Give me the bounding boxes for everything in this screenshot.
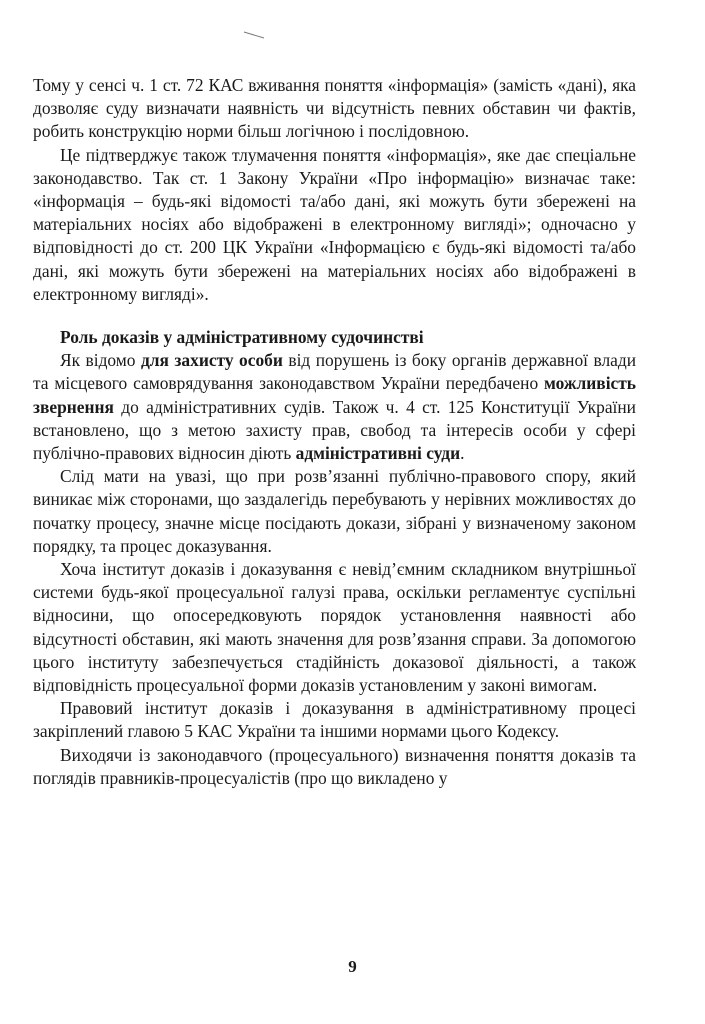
- paragraph-1: Тому у сенсі ч. 1 ст. 72 КАС вживання поняття «інформація» (замість «дані), яка дозволяє суду визначати наявність чи відсутність певних обставин чи фактів, робить конструкцію норми більш логічною і послідовною.: [33, 75, 636, 142]
- paragraph-3-text-2: від порушень із боку органів державної влади та місцевого самоврядування законодавством України передбачено: [33, 350, 636, 394]
- paragraph-2: Це підтверджує також тлумачення поняття «інформація», яке дає спеціальне законодавство. Так ст. 1 Закону України «Про інформацію» визначає таке: «інформація – будь-які відомості та/або дані, які можуть бути збережені на матеріальних носіях або відображені в електронному вигляді»; одночасно у відповідності до ст. 200 ЦК України «Інформацією є будь-які відомості та/або дані, які можуть бути збережені на матеріальних носіях або відображені в електронному вигляді».: [33, 144, 636, 304]
- paragraph-3: [33, 349, 636, 465]
- paragraph-4: Слід мати на увазі, що при розв’язанні публічно-правового спору, який виникає між сторонами, що заздалегідь перебувають у нерівних можливостях до початку процесу, значне місце посідають докази, зібрані у визначеному законом порядку, та процес доказування.: [33, 466, 636, 556]
- paragraph-3-text-4: .: [460, 443, 465, 464]
- paragraph-5: Хоча інститут доказів і доказування є невід’ємним складником внутрішньої системи будь-якої процесуальної галузі права, оскільки регламентує суспільні відносини, що опосередковують порядок установлення наявності або відсутності обставин, які мають значення для розв’язання справи. За допомогою цього інституту забезпечується стадійність доказової діяльності, а також відповідність процесуальної форми доказів установленим у законі вимогам.: [33, 559, 636, 696]
- paragraph-3-text-1: Як відомо: [60, 350, 141, 371]
- paragraph-7: Виходячи із законодавчого (процесуального) визначення поняття доказів та поглядів правників-процесуалістів (про що викладено у: [33, 744, 636, 788]
- page-number: 9: [348, 957, 357, 976]
- scan-mark: [243, 30, 265, 40]
- page-body: [33, 74, 636, 790]
- paragraph-6: Правовий інститут доказів і доказування в адміністративному процесі закріплений главою 5 КАС України та іншими нормами цього Кодексу.: [33, 698, 636, 742]
- paragraph-3-bold-1: для захисту особи: [140, 350, 283, 371]
- paragraph-3-bold-2: можливість звернення: [33, 373, 636, 417]
- paragraph-3-bold-3: адміністративні суди: [295, 443, 461, 464]
- section-heading: Роль доказів у адміністративному судочинстві: [60, 327, 424, 348]
- paragraph-3-text-3: до адміністративних судів. Також ч. 4 ст. 125 Конституції України встановлено, що з метою захисту прав, свобод та інтересів особи у сфері публічно-правових відносин діють: [33, 396, 636, 464]
